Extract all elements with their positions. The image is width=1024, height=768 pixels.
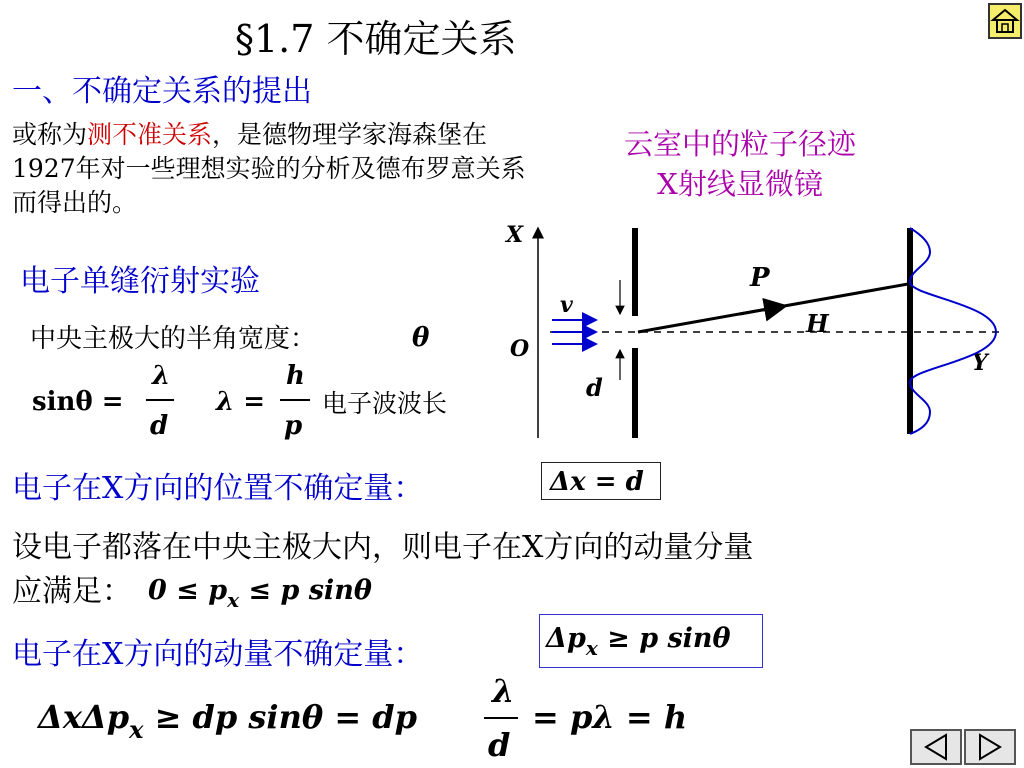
- x-axis-label: X: [506, 222, 524, 248]
- home-button[interactable]: [988, 3, 1022, 39]
- central-max-label: 中央主极大的半角宽度：: [30, 324, 317, 354]
- next-slide-button[interactable]: [964, 729, 1016, 765]
- momentum-arrow: [740, 306, 785, 314]
- origin-label: O: [510, 336, 530, 362]
- final-frac-num: λ: [492, 672, 515, 710]
- intro-text-2: ，是德物理学家海森堡在1927年对一些理想实验的分析及德布罗意关系而得出的。: [12, 120, 526, 217]
- sin-theta-text: sinθ =: [32, 387, 124, 417]
- section-heading: 一、不确定关系的提出: [12, 74, 312, 109]
- final-formula: [34, 672, 754, 768]
- momentum-line-2: [12, 566, 422, 610]
- final-right: = pλ = h: [532, 698, 688, 736]
- svg-text:Δx = d: Δx = d: [550, 467, 644, 497]
- svg-text:Δpx ≥ p sinθ: $\Delta p_x \ge p$ sinθ: [546, 623, 731, 660]
- lambda-eq-text: λ =: [216, 387, 266, 417]
- xray-microscope-label: X射线显微镜: [657, 167, 823, 201]
- svg-text:θ: θ: [412, 323, 430, 353]
- velocity-label: v: [560, 292, 573, 318]
- triangle-left-icon: [912, 731, 960, 763]
- p-denominator: p: [284, 411, 303, 441]
- home-icon: [990, 5, 1020, 37]
- intro-highlight: 测不准关系: [87, 120, 213, 149]
- delta-x-formula: [542, 463, 660, 499]
- momentum-uncertainty-label: 电子在X方向的动量不确定量：: [12, 637, 424, 672]
- y-axis-label: Y: [972, 350, 988, 376]
- intro-paragraph: [12, 118, 532, 220]
- svg-text:0 ≤ px ≤ p sinθ: $0 \le p_x \le p$ sinθ: [147, 575, 372, 609]
- delta-px-formula: [540, 615, 762, 667]
- theta-symbol: [408, 316, 448, 356]
- cloud-chamber-label: 云室中的粒子径迹: [623, 127, 856, 161]
- h-numerator: h: [286, 361, 305, 391]
- experiment-heading: 电子单缝衍射实验: [20, 264, 260, 299]
- momentum-line-1: 设电子都落在中央主极大内，则电子在X方向的动量分量: [12, 530, 754, 565]
- formula-sin-lambda: [28, 358, 328, 448]
- svg-text:ΔxΔpx ≥ dp sinθ = dp: ΔxΔp$_x$ ≥ dp sinθ = dp: [38, 698, 418, 744]
- position-uncertainty-label: 电子在X方向的位置不确定量：: [12, 471, 424, 506]
- inequality-formula: [142, 569, 422, 609]
- intro-text-1: 或称为: [12, 120, 88, 149]
- lambda-numerator: λ: [152, 361, 171, 391]
- wavelength-label: 电子波波长: [322, 389, 448, 418]
- single-slit-diagram: [500, 220, 1015, 460]
- diffraction-curve: [910, 228, 996, 434]
- momentum-line-2-text: 应满足：: [12, 574, 132, 609]
- delta-px-box: [539, 614, 763, 668]
- previous-slide-button[interactable]: [910, 729, 962, 765]
- d-denominator: d: [150, 411, 169, 441]
- cloud-chamber-caption: [575, 124, 905, 204]
- slit-width-label: d: [586, 373, 603, 402]
- h-point-label: H: [806, 309, 829, 338]
- slide-title: §1.7 不确定关系: [235, 17, 517, 61]
- momentum-label: P: [750, 263, 770, 293]
- delta-x-box: [541, 462, 661, 500]
- triangle-right-icon: [966, 731, 1014, 763]
- final-frac-den: d: [488, 726, 511, 764]
